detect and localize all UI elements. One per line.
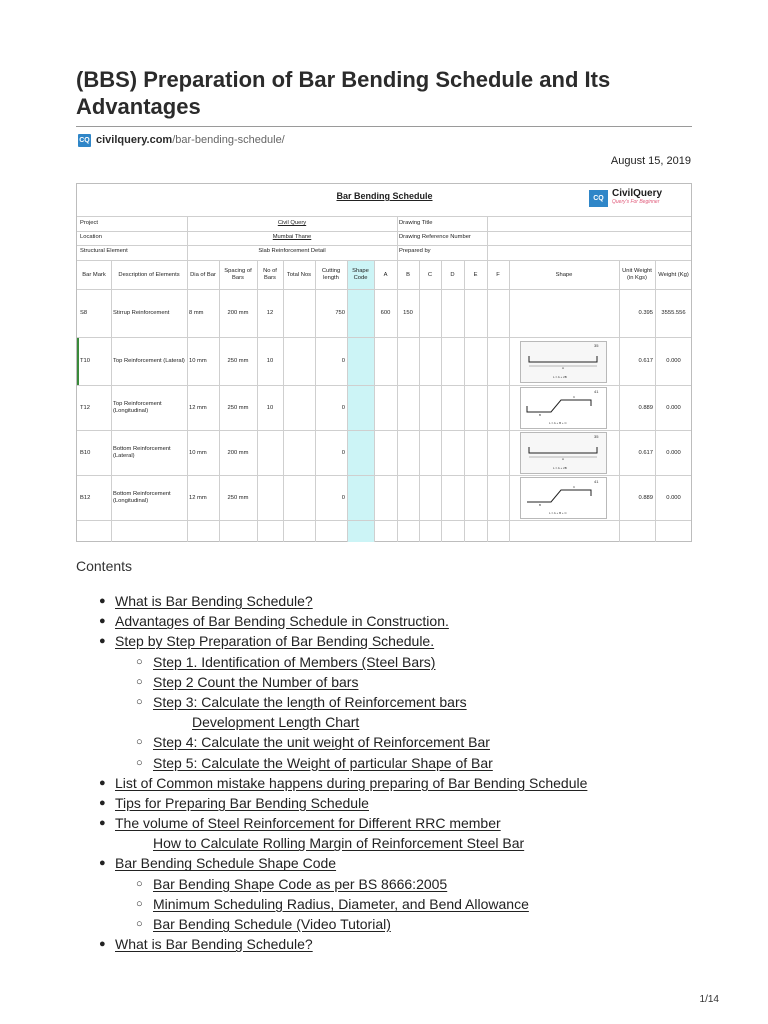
- toc-item: [96, 773, 716, 793]
- shape-code-label: 41: [594, 389, 599, 394]
- shape-code-label: 35: [594, 434, 599, 439]
- svg-text:L = A + B + C: L = A + B + C: [549, 511, 567, 515]
- toc-subitem: [96, 672, 716, 692]
- bullet-circle-icon: ○: [136, 918, 143, 930]
- shape-code-label: 41: [594, 479, 599, 484]
- toc-link[interactable]: Step 2 Count the Number of bars: [153, 673, 359, 690]
- bullet-disc-icon: ●: [99, 857, 106, 870]
- toc-subitem: [96, 914, 716, 934]
- row-b12-desc: Bottom Reinforcement (Longitudinal): [113, 491, 171, 504]
- row-s8-a: 600: [380, 310, 391, 316]
- col-bar-mark: Bar Mark: [82, 271, 106, 278]
- location-label: Location: [80, 234, 102, 240]
- toc-link[interactable]: Bar Bending Shape Code as per BS 8666:2005: [153, 875, 448, 892]
- bullet-disc-icon: ●: [99, 938, 106, 951]
- toc-subitem: [96, 894, 716, 914]
- shape-code-column-highlight: [347, 261, 374, 542]
- col-dia: Dia of Bar: [190, 271, 216, 278]
- toc-link[interactable]: The volume of Steel Reinforcement for Different RRC member: [115, 815, 501, 832]
- row-t10-unit: 0.617: [638, 358, 653, 364]
- project-label: Project: [80, 220, 99, 226]
- bullet-circle-icon: ○: [136, 675, 143, 688]
- title-divider: [76, 126, 692, 127]
- civilquery-logo: [589, 187, 690, 209]
- col-unit-weight: Unit Weight (in Kgs): [622, 268, 652, 281]
- toc-link[interactable]: Tips for Preparing Bar Bending Schedule: [115, 794, 369, 811]
- col-no-of-bars: No of Bars: [263, 268, 277, 281]
- bullet-disc-icon: ●: [99, 796, 106, 809]
- svg-text:A: A: [562, 457, 565, 461]
- row-t12-unit: 0.889: [638, 404, 653, 411]
- bullet-circle-icon: ○: [136, 736, 143, 749]
- toc-link[interactable]: Minimum Scheduling Radius, Diameter, and Bend Allowance: [153, 895, 529, 912]
- col-spacing: Spacing of Bars: [224, 268, 252, 281]
- toc-subitem: [96, 874, 716, 894]
- col-total-nos: Total Nos: [286, 271, 312, 278]
- svg-text:C: C: [573, 485, 576, 489]
- sheet-title: Bar Bending Schedule: [336, 191, 433, 201]
- row-t12-dia: 12 mm: [189, 404, 207, 411]
- table-of-contents: [96, 591, 716, 954]
- shape-diagram: [520, 387, 607, 429]
- col-cutting-length: Cutting length: [321, 268, 341, 281]
- source-path[interactable]: /bar-bending-schedule/: [172, 134, 285, 146]
- bullet-circle-icon: ○: [136, 655, 143, 668]
- row-t10-desc: Top Reinforcement (Lateral): [113, 358, 185, 364]
- row-b12-mark: B12: [80, 494, 91, 501]
- row-t12-spacing: 250 mm: [227, 404, 249, 411]
- row-t12-nos: 10: [266, 404, 274, 411]
- page-number: 1/14: [699, 994, 719, 1005]
- row-s8-cut: 750: [335, 310, 345, 316]
- publish-date: August 15, 2019: [610, 155, 691, 167]
- toc-link[interactable]: What is Bar Bending Schedule?: [115, 593, 313, 609]
- toc-link[interactable]: Bar Bending Schedule (Video Tutorial): [153, 916, 391, 932]
- bullet-circle-icon: ○: [136, 897, 143, 910]
- toc-subitem: [96, 833, 716, 853]
- row-t12-weight: 0.000: [666, 404, 681, 411]
- shape-diagram: [520, 341, 607, 383]
- col-d: D: [450, 271, 455, 278]
- bullet-circle-icon: ○: [136, 756, 143, 769]
- row-t10-mark: T10: [80, 358, 90, 364]
- contents-heading: Contents: [76, 558, 133, 574]
- col-e: E: [473, 271, 478, 278]
- row-b10-weight: 0.000: [666, 449, 681, 456]
- col-shape-code: Shape Code: [352, 268, 369, 281]
- svg-text:B: B: [539, 503, 542, 507]
- row-t12-cut: 0: [341, 404, 345, 411]
- row-s8-mark: S8: [80, 310, 88, 316]
- toc-subitem: [96, 732, 716, 752]
- toc-item: [96, 631, 716, 651]
- row-s8-b: 150: [403, 310, 413, 316]
- logo-tagline: Query's For Beginner: [612, 199, 660, 205]
- project-value: Civil Query: [277, 220, 307, 226]
- prepared-by-label: Prepared by: [399, 248, 431, 254]
- row-b12-dia: 12 mm: [189, 494, 207, 501]
- bullet-disc-icon: ●: [99, 635, 106, 648]
- row-s8-dia: 8 mm: [189, 310, 204, 316]
- logo-mark: CQ: [589, 190, 608, 207]
- site-favicon-icon: CQ: [78, 134, 91, 147]
- source-domain[interactable]: civilquery.com: [96, 134, 173, 146]
- drawing-title-label: Drawing Title: [399, 220, 433, 226]
- toc-link[interactable]: Step by Step Preparation of Bar Bending Schedule.: [115, 633, 435, 650]
- toc-item: [96, 934, 716, 954]
- toc-link[interactable]: What is Bar Bending Schedule?: [115, 936, 313, 953]
- col-c: C: [427, 271, 433, 278]
- logo-name: CivilQuery: [612, 188, 663, 199]
- svg-text:L = A + 2B: L = A + 2B: [553, 466, 567, 470]
- row-t10-weight: 0.000: [666, 358, 681, 364]
- row-t10-nos: 10: [266, 358, 274, 364]
- row-b12-weight: 0.000: [666, 494, 681, 501]
- shape-code-label: 35: [594, 343, 599, 348]
- bullet-disc-icon: ●: [99, 776, 106, 789]
- toc-subitem: [96, 692, 716, 712]
- toc-link[interactable]: Advantages of Bar Bending Schedule in Construction.: [115, 613, 449, 630]
- row-t12-mark: T12: [80, 404, 90, 411]
- toc-link[interactable]: Step 5: Calculate the Weight of particular Shape of Bar: [153, 754, 493, 771]
- svg-text:L = A + B + C: L = A + B + C: [549, 421, 567, 425]
- shape-diagram: [520, 477, 607, 519]
- row-b10-desc: Bottom Reinforcement (Lateral): [113, 446, 171, 459]
- row-t10-cut: 0: [341, 358, 345, 364]
- row-b10-unit: 0.617: [638, 449, 653, 456]
- col-weight: Weight (Kg): [658, 271, 689, 278]
- row-t12-desc: Top Reinforcement (Longitudinal): [113, 401, 162, 414]
- col-b: B: [406, 271, 410, 278]
- toc-subsubitem: [96, 712, 716, 732]
- toc-subitem: [96, 652, 716, 672]
- row-b12-spacing: 250 mm: [227, 494, 249, 501]
- shape-diagram: [520, 432, 607, 474]
- svg-text:C: C: [573, 395, 576, 399]
- row-s8-spacing: 200 mm: [227, 310, 249, 316]
- toc-item: [96, 591, 716, 611]
- row-b10-cut: 0: [341, 449, 345, 456]
- toc-item: [96, 793, 716, 813]
- bullet-circle-icon: ○: [136, 877, 143, 890]
- toc-subitem: [96, 753, 716, 773]
- row-s8-nos: 12: [266, 310, 274, 316]
- bullet-disc-icon: ●: [99, 615, 106, 628]
- toc-item: [96, 611, 716, 631]
- toc-link[interactable]: Step 3: Calculate the length of Reinforcement bars: [153, 693, 467, 710]
- row-b10-mark: B10: [80, 449, 91, 456]
- svg-text:A: A: [562, 366, 565, 370]
- row-s8-unit: 0.395: [638, 310, 653, 316]
- row-b10-spacing: 200 mm: [227, 449, 249, 456]
- cell-selection-marker: [77, 337, 79, 385]
- toc-item: [96, 853, 716, 873]
- svg-text:B: B: [539, 413, 542, 417]
- bbs-table-image: [76, 183, 692, 542]
- row-t10-dia: 10 mm: [189, 358, 207, 364]
- bullet-circle-icon: ○: [136, 695, 143, 708]
- row-b10-dia: 10 mm: [189, 449, 207, 456]
- col-a: A: [383, 271, 388, 278]
- col-description: Description of Elements: [118, 271, 180, 278]
- location-value: Mumbai Thane: [272, 234, 312, 240]
- page-title: (BBS) Preparation of Bar Bending Schedule and Its Advantages: [76, 67, 611, 119]
- element-value: Slab Reinforcement Detail: [258, 248, 326, 254]
- row-b12-unit: 0.889: [638, 494, 653, 501]
- bullet-disc-icon: ●: [99, 817, 106, 830]
- col-shape: Shape: [555, 271, 573, 278]
- bullet-disc-icon: ●: [99, 595, 106, 607]
- toc-link[interactable]: Step 4: Calculate the unit weight of Reinforcement Bar: [153, 734, 490, 751]
- toc-link[interactable]: Bar Bending Schedule Shape Code: [115, 855, 337, 872]
- toc-link[interactable]: Step 1. Identification of Members (Steel Bars): [153, 653, 436, 670]
- col-f: F: [496, 271, 500, 278]
- svg-text:L = A + 2B: L = A + 2B: [553, 375, 567, 379]
- toc-link[interactable]: How to Calculate Rolling Margin of Reinforcement Steel Bar: [153, 835, 525, 852]
- toc-item: [96, 813, 716, 833]
- toc-link[interactable]: List of Common mistake happens during preparing of Bar Bending Schedule: [115, 774, 588, 791]
- drawing-ref-label: Drawing Reference Number: [399, 234, 471, 240]
- source-line[interactable]: [78, 133, 285, 147]
- row-s8-weight: 3555.556: [661, 310, 686, 316]
- element-label: Structural Element: [80, 248, 128, 254]
- row-s8-desc: Stirrup Reinforcement: [113, 310, 170, 316]
- row-t10-spacing: 250 mm: [227, 358, 249, 364]
- toc-link[interactable]: Development Length Chart: [192, 714, 360, 731]
- row-b12-cut: 0: [341, 494, 345, 501]
